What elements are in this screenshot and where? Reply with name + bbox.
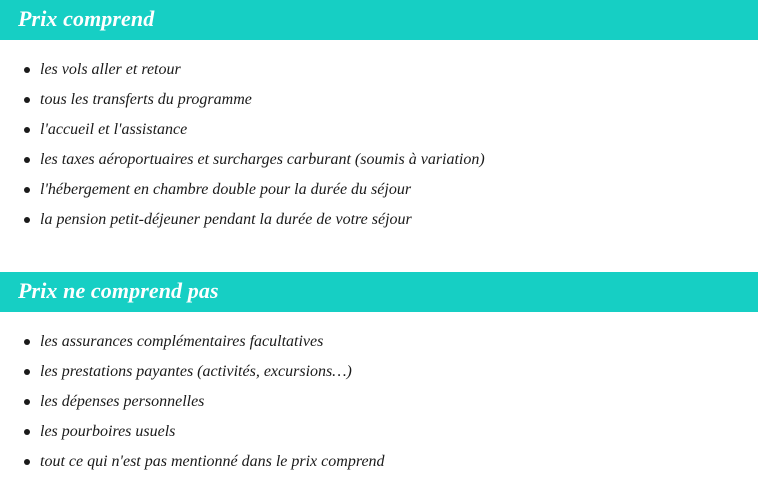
section-gap [0,248,758,272]
bullet-icon [24,459,30,465]
list-item [0,420,758,444]
list-item [0,148,758,172]
list-item-label: la pension petit-déjeuner pendant la durée de votre séjour [40,211,412,228]
bullet-icon [24,67,30,73]
list-item [0,450,758,474]
bullet-icon [24,97,30,103]
bullet-icon [24,399,30,405]
list-item-label: les vols aller et retour [40,61,181,78]
list-item [0,178,758,202]
list-item [0,208,758,232]
list-item-label: tous les transferts du programme [40,91,252,108]
list-item-label: l'accueil et l'assistance [40,121,188,138]
bullet-icon [24,157,30,163]
bullet-icon [24,339,30,345]
list-item [0,360,758,384]
list-item [0,118,758,142]
bullet-icon [24,369,30,375]
list-item [0,390,758,414]
list-item [0,58,758,82]
section-body-prix-ne-comprend-pas [0,312,758,490]
list-item-label: l'hébergement en chambre double pour la durée du séjour [40,181,412,198]
list-item-label: les dépenses personnelles [40,393,205,410]
bullet-icon [24,127,30,133]
list-item-label: les prestations payantes (activités, excursions…) [40,363,352,380]
list-item-label: les assurances complémentaires facultatives [40,333,324,350]
section-title-prix-comprend: Prix comprend [0,0,758,40]
exclusions-list [0,330,758,474]
bullet-icon [24,187,30,193]
list-item [0,88,758,112]
bullet-icon [24,217,30,223]
section-title-prix-ne-comprend-pas: Prix ne comprend pas [0,272,758,312]
bullet-icon [24,429,30,435]
list-item-label: les pourboires usuels [40,423,176,440]
list-item-label: tout ce qui n'est pas mentionné dans le prix comprend [40,453,385,470]
section-body-prix-comprend [0,40,758,248]
inclusions-list [0,58,758,232]
list-item [0,330,758,354]
section-prix-ne-comprend-pas [0,272,758,490]
list-item-label: les taxes aéroportuaires et surcharges carburant (soumis à variation) [40,151,485,168]
